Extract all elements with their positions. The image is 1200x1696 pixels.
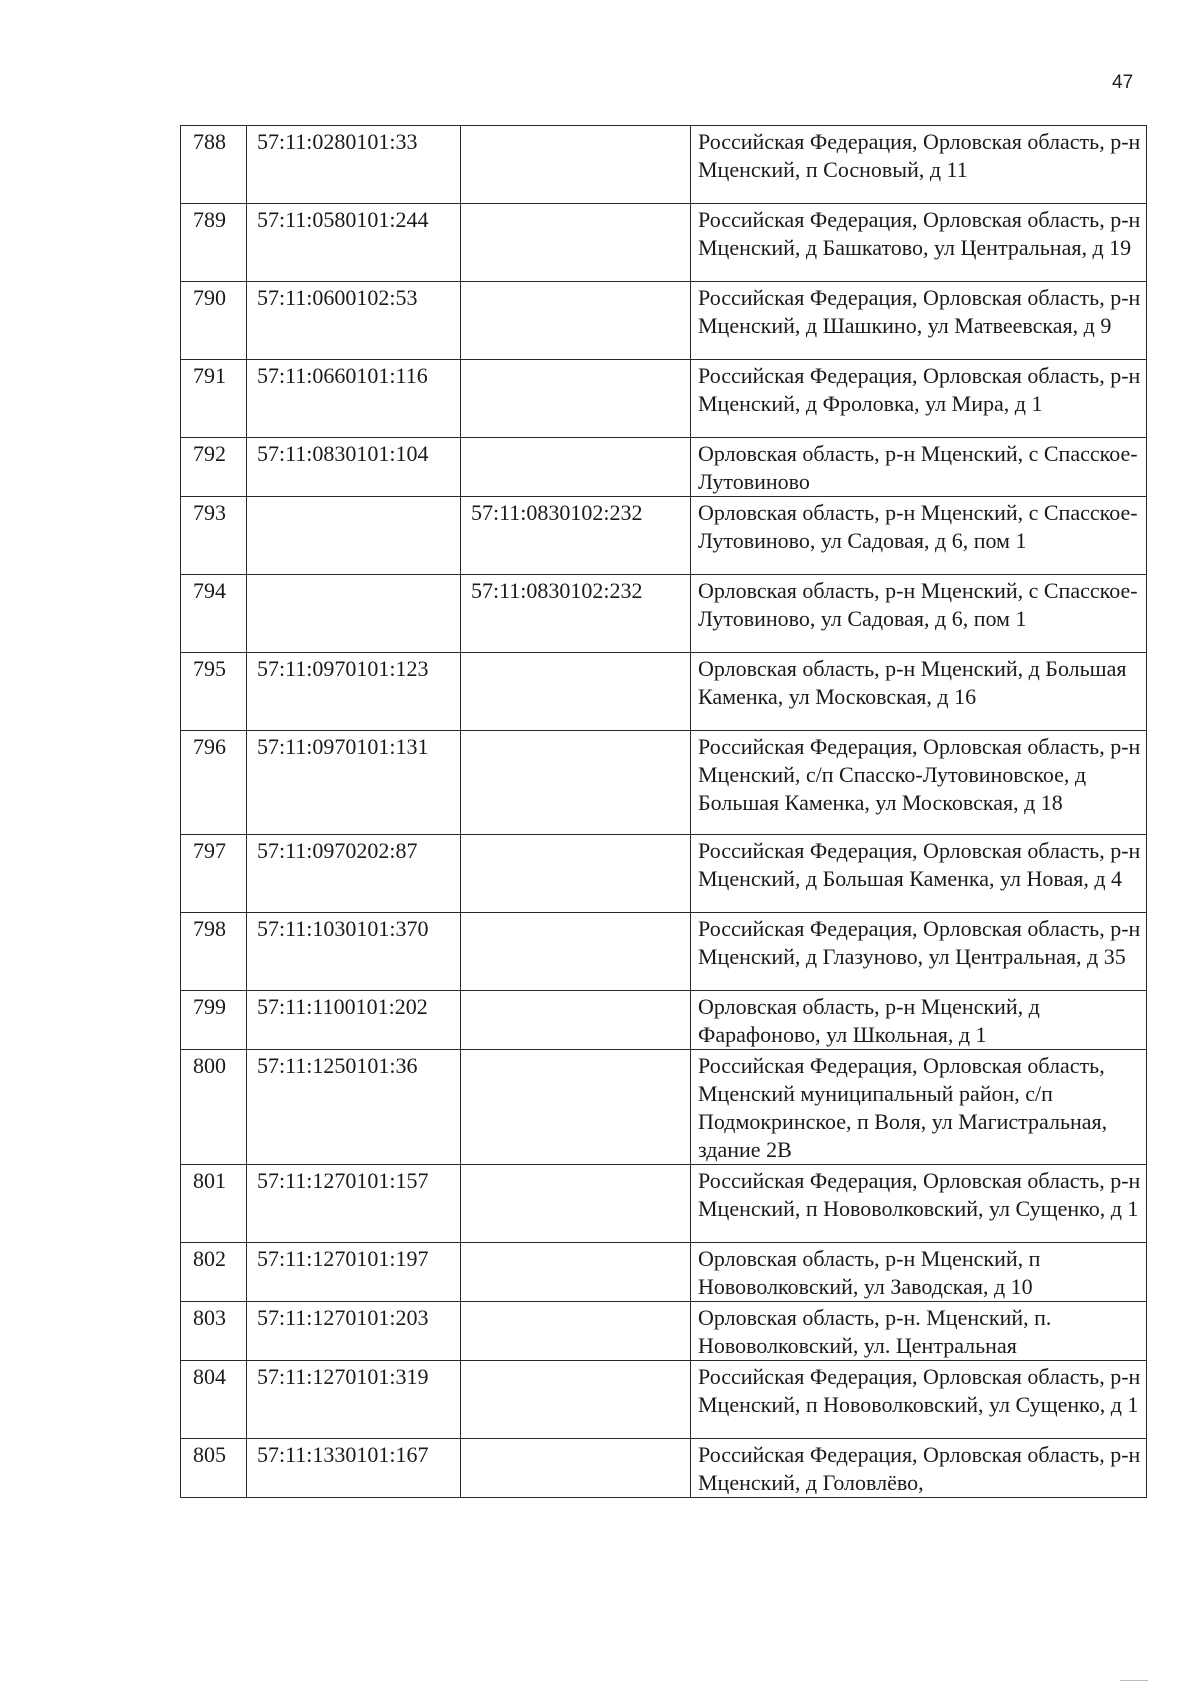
related-cadastral-number-cell: [461, 835, 691, 913]
table-row: [181, 438, 1147, 497]
row-number-cell: 804: [181, 1361, 247, 1439]
table-row: [181, 282, 1147, 360]
address-cell: Орловская область, р-н. Мценский, п. Нововолковский, ул. Центральная: [691, 1302, 1147, 1361]
related-cadastral-number-cell: [461, 204, 691, 282]
related-cadastral-number-cell: 57:11:0830102:232: [461, 497, 691, 575]
cadastral-number-cell: 57:11:0970101:123: [247, 653, 461, 731]
table-row: [181, 731, 1147, 835]
cadastral-number-cell: 57:11:1250101:36: [247, 1050, 461, 1165]
address-cell: Орловская область, р-н Мценский, с Спасское-Лутовиново, ул Садовая, д 6, пом 1: [691, 575, 1147, 653]
address-cell: Российская Федерация, Орловская область, р-н Мценский, д Фроловка, ул Мира, д 1: [691, 360, 1147, 438]
address-cell: Орловская область, р-н Мценский, п Нововолковский, ул Заводская, д 10: [691, 1243, 1147, 1302]
address-cell: Орловская область, р-н Мценский, с Спасское-Лутовиново: [691, 438, 1147, 497]
row-number-cell: 798: [181, 913, 247, 991]
cadastral-number-cell: 57:11:1270101:157: [247, 1165, 461, 1243]
row-number-cell: 799: [181, 991, 247, 1050]
related-cadastral-number-cell: [461, 438, 691, 497]
related-cadastral-number-cell: [461, 1361, 691, 1439]
related-cadastral-number-cell: [461, 126, 691, 204]
table-row: [181, 1439, 1147, 1498]
cadastral-number-cell: 57:11:1330101:167: [247, 1439, 461, 1498]
address-cell: Орловская область, р-н Мценский, д Большая Каменка, ул Московская, д 16: [691, 653, 1147, 731]
row-number-cell: 805: [181, 1439, 247, 1498]
row-number-cell: 797: [181, 835, 247, 913]
row-number-cell: 801: [181, 1165, 247, 1243]
cadastral-number-cell: 57:11:0580101:244: [247, 204, 461, 282]
related-cadastral-number-cell: [461, 1165, 691, 1243]
address-cell: Российская Федерация, Орловская область, р-н Мценский, д Шашкино, ул Матвеевская, д 9: [691, 282, 1147, 360]
related-cadastral-number-cell: [461, 282, 691, 360]
registry-table-body: [181, 126, 1147, 1498]
row-number-cell: 800: [181, 1050, 247, 1165]
table-row: [181, 204, 1147, 282]
cadastral-number-cell: 57:11:0600102:53: [247, 282, 461, 360]
table-row: [181, 835, 1147, 913]
row-number-cell: 802: [181, 1243, 247, 1302]
table-row: [181, 653, 1147, 731]
registry-table: [180, 125, 1147, 1498]
address-cell: Российская Федерация, Орловская область, р-н Мценский, д Головлёво,: [691, 1439, 1147, 1498]
address-cell: Российская Федерация, Орловская область, р-н Мценский, д Глазуново, ул Центральная, д 35: [691, 913, 1147, 991]
address-cell: Российская Федерация, Орловская область, Мценский муниципальный район, с/п Подмокринское, п Воля, ул Магистральная, здание 2В: [691, 1050, 1147, 1165]
address-cell: Орловская область, р-н Мценский, д Фарафоново, ул Школьная, д 1: [691, 991, 1147, 1050]
table-row: [181, 497, 1147, 575]
address-cell: Российская Федерация, Орловская область, р-н Мценский, п Сосновый, д 11: [691, 126, 1147, 204]
table-row: [181, 991, 1147, 1050]
related-cadastral-number-cell: [461, 1302, 691, 1361]
table-row: [181, 1361, 1147, 1439]
related-cadastral-number-cell: [461, 991, 691, 1050]
cadastral-number-cell: 57:11:0660101:116: [247, 360, 461, 438]
row-number-cell: 789: [181, 204, 247, 282]
related-cadastral-number-cell: 57:11:0830102:232: [461, 575, 691, 653]
table-row: [181, 1050, 1147, 1165]
table-row: [181, 1302, 1147, 1361]
cadastral-number-cell: 57:11:1100101:202: [247, 991, 461, 1050]
address-cell: Российская Федерация, Орловская область, р-н Мценский, п Нововолковский, ул Сущенко, д 1: [691, 1361, 1147, 1439]
table-row: [181, 126, 1147, 204]
row-number-cell: 790: [181, 282, 247, 360]
cadastral-number-cell: 57:11:0970202:87: [247, 835, 461, 913]
related-cadastral-number-cell: [461, 913, 691, 991]
address-cell: Российская Федерация, Орловская область, р-н Мценский, п Нововолковский, ул Сущенко, д 1: [691, 1165, 1147, 1243]
related-cadastral-number-cell: [461, 1050, 691, 1165]
table-row: [181, 1165, 1147, 1243]
row-number-cell: 803: [181, 1302, 247, 1361]
table-row: [181, 575, 1147, 653]
cadastral-number-cell: [247, 575, 461, 653]
related-cadastral-number-cell: [461, 653, 691, 731]
cadastral-number-cell: 57:11:0970101:131: [247, 731, 461, 835]
row-number-cell: 794: [181, 575, 247, 653]
row-number-cell: 793: [181, 497, 247, 575]
cadastral-number-cell: 57:11:0830101:104: [247, 438, 461, 497]
cadastral-number-cell: 57:11:1030101:370: [247, 913, 461, 991]
related-cadastral-number-cell: [461, 1439, 691, 1498]
row-number-cell: 792: [181, 438, 247, 497]
cadastral-number-cell: 57:11:1270101:319: [247, 1361, 461, 1439]
row-number-cell: 796: [181, 731, 247, 835]
cadastral-number-cell: 57:11:0280101:33: [247, 126, 461, 204]
row-number-cell: 795: [181, 653, 247, 731]
address-cell: Российская Федерация, Орловская область, р-н Мценский, д Башкатово, ул Центральная, д 19: [691, 204, 1147, 282]
page-number: 47: [1112, 72, 1134, 93]
related-cadastral-number-cell: [461, 1243, 691, 1302]
table-row: [181, 1243, 1147, 1302]
related-cadastral-number-cell: [461, 731, 691, 835]
related-cadastral-number-cell: [461, 360, 691, 438]
cadastral-number-cell: [247, 497, 461, 575]
table-row: [181, 913, 1147, 991]
address-cell: Российская Федерация, Орловская область, р-н Мценский, д Большая Каменка, ул Новая, д 4: [691, 835, 1147, 913]
table-row: [181, 360, 1147, 438]
address-cell: Российская Федерация, Орловская область, р-н Мценский, с/п Спасско-Лутовиновское, д Большая Каменка, ул Московская, д 18: [691, 731, 1147, 835]
scan-artifact: [1120, 1680, 1148, 1681]
row-number-cell: 788: [181, 126, 247, 204]
cadastral-number-cell: 57:11:1270101:197: [247, 1243, 461, 1302]
address-cell: Орловская область, р-н Мценский, с Спасское-Лутовиново, ул Садовая, д 6, пом 1: [691, 497, 1147, 575]
cadastral-number-cell: 57:11:1270101:203: [247, 1302, 461, 1361]
row-number-cell: 791: [181, 360, 247, 438]
